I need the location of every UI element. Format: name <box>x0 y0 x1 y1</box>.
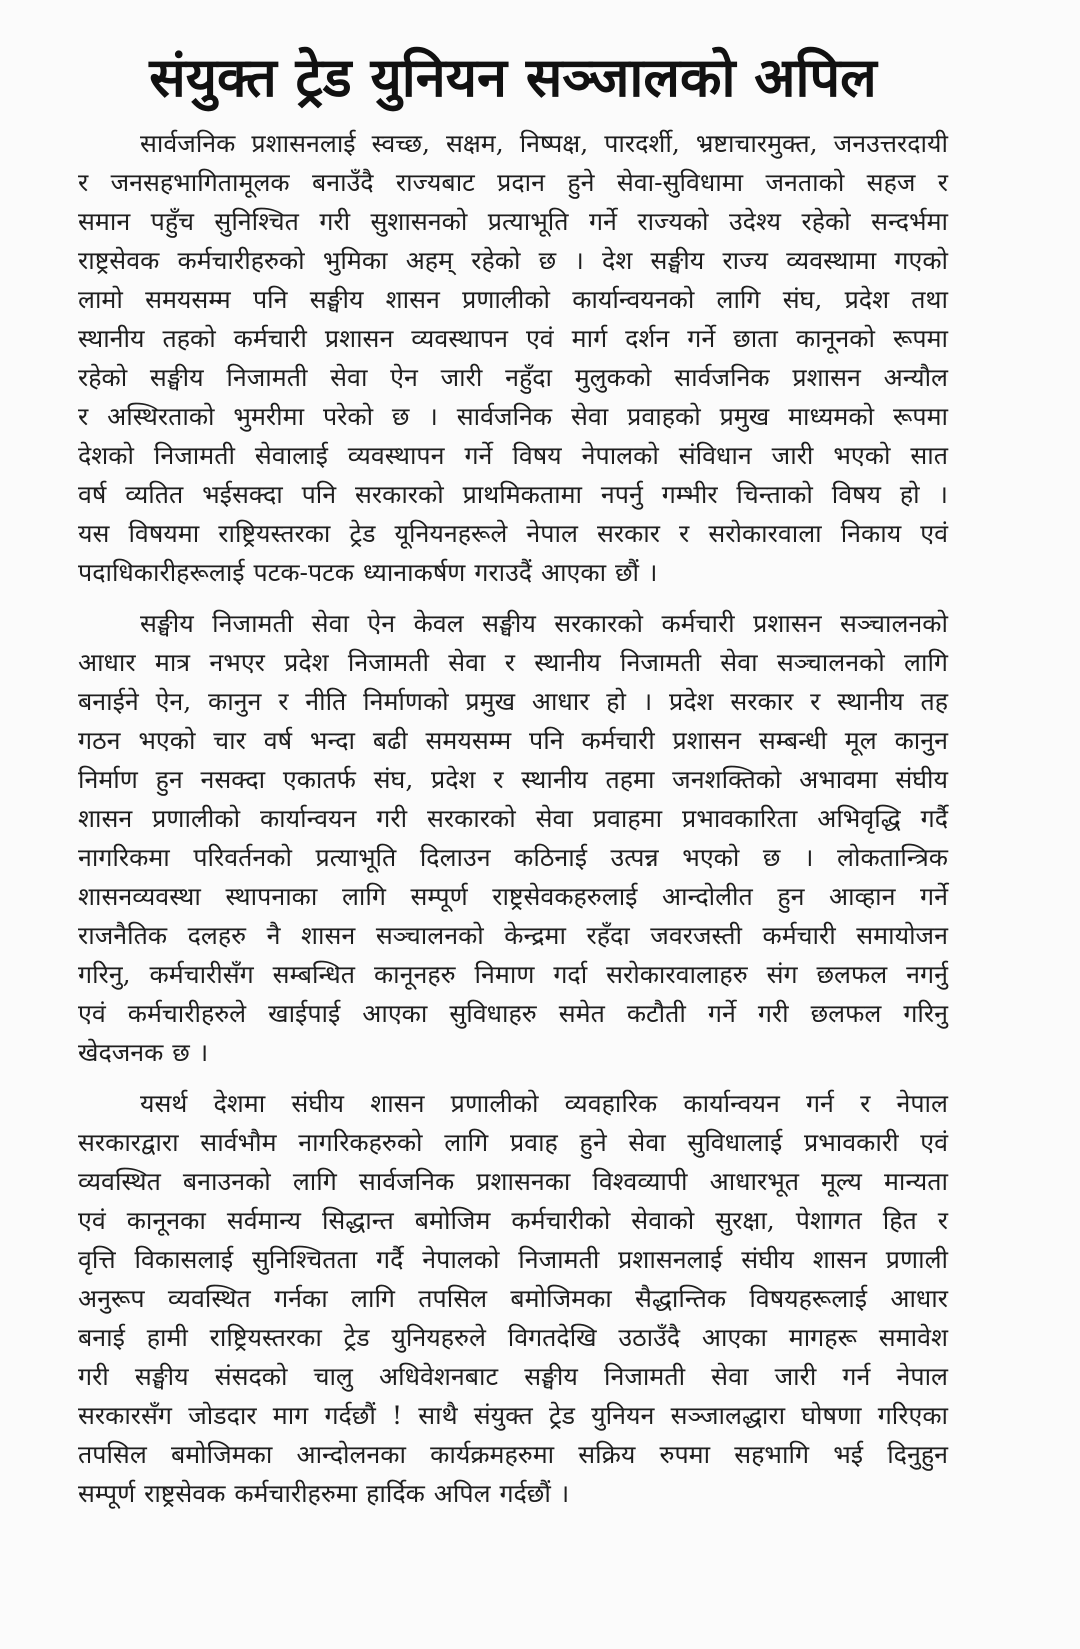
paragraph-line: एवं कर्मचारीहरुले खाईपाई आएका सुविधाहरु समेत कटौती गर्ने गरी छलफल गरिनु <box>78 999 948 1028</box>
paragraph-line: राजनैतिक दलहरु नै शासन सञ्चालनको केन्द्रमा रहँदा जवरजस्ती कर्मचारी समायोजन <box>78 921 948 950</box>
paragraph-line: समान पहुँच सुनिश्चित गरी सुशासनको प्रत्याभूति गर्ने राज्यको उदेश्य रहेको सन्दर्भमा <box>78 207 948 236</box>
paragraph-line: देशको निजामती सेवालाई व्यवस्थापन गर्ने विषय नेपालको संविधान जारी भएको सात <box>78 441 948 470</box>
document-title: संयुक्त ट्रेड युनियन सञ्जालको अपिल <box>149 46 877 109</box>
paragraph-line: एवं कानूनका सर्वमान्य सिद्धान्त बमोजिम कर्मचारीको सेवाको सुरक्षा, पेशागत हित र <box>78 1206 948 1235</box>
paragraph-line: नागरिकमा परिवर्तनको प्रत्याभूति दिलाउन कठिनाई उत्पन्न भएको छ । लोकतान्त्रिक <box>78 843 948 872</box>
paragraph-line: यसर्थ देशमा संघीय शासन प्रणालीको व्यवहारिक कार्यान्वयन गर्न र नेपाल <box>140 1089 948 1118</box>
paragraph-3 <box>78 1084 948 1513</box>
paragraph-line: निर्माण हुन नसक्दा एकातर्फ संघ, प्रदेश र स्थानीय तहमा जनशक्तिको अभावमा संघीय <box>78 765 948 794</box>
paragraph-line: तपसिल बमोजिमका आन्दोलनका कार्यक्रमहरुमा सक्रिय रुपमा सहभागि भई दिनुहुन <box>78 1440 948 1469</box>
paragraph-line: सरकारसँग जोडदार माग गर्दछौं ! साथै संयुक्त ट्रेड युनियन सञ्जालद्धारा घोषणा गरिएका <box>78 1401 948 1430</box>
paragraph-line: व्यवस्थित बनाउनको लागि सार्वजनिक प्रशासनका विश्वव्यापी आधारभूत मूल्य मान्यता <box>78 1167 948 1196</box>
paragraph-line: सार्वजनिक प्रशासनलाई स्वच्छ, सक्षम, निष्पक्ष, पारदर्शी, भ्रष्टाचारमुक्त, जनउत्तरदायी <box>140 129 948 158</box>
paragraph-line: बनाई हामी राष्ट्रियस्तरका ट्रेड युनियहरुले विगतदेखि उठाउँदै आएका मागहरू समावेश <box>78 1323 948 1352</box>
paragraph-line: लामो समयसम्म पनि सङ्घीय शासन प्रणालीको कार्यान्वयनको लागि संघ, प्रदेश तथा <box>78 285 948 314</box>
paragraph-line: गरी सङ्घीय संसदको चालु अधिवेशनबाट सङ्घीय निजामती सेवा जारी गर्न नेपाल <box>78 1362 948 1391</box>
paragraph-line: र अस्थिरताको भुमरीमा परेको छ । सार्वजनिक सेवा प्रवाहको प्रमुख माध्यमको रूपमा <box>78 402 948 431</box>
paragraph-line: अनुरूप व्यवस्थित गर्नका लागि तपसिल बमोजिमका सैद्धान्तिक विषयहरूलाई आधार <box>78 1284 948 1313</box>
paragraph-line: यस विषयमा राष्ट्रियस्तरका ट्रेड यूनियनहरूले नेपाल सरकार र सरोकारवाला निकाय एवं <box>78 519 948 548</box>
paragraph-line: शासन प्रणालीको कार्यान्वयन गरी सरकारको सेवा प्रवाहमा प्रभावकारिता अभिवृद्धि गर्दै <box>78 804 948 833</box>
paragraph-line: गठन भएको चार वर्ष भन्दा बढी समयसम्म पनि कर्मचारी प्रशासन सम्बन्धी मूल कानुन <box>78 726 948 755</box>
paragraph-line: रहेको सङ्घीय निजामती सेवा ऐन जारी नहुँदा मुलुकको सार्वजनिक प्रशासन अन्यौल <box>78 363 948 392</box>
paragraph-line: सङ्घीय निजामती सेवा ऐन केवल सङ्घीय सरकारको कर्मचारी प्रशासन सञ्चालनको <box>140 609 948 638</box>
paragraph-line: बनाईने ऐन, कानुन र नीति निर्माणको प्रमुख आधार हो । प्रदेश सरकार र स्थानीय तह <box>78 687 948 716</box>
paragraph-line: स्थानीय तहको कर्मचारी प्रशासन व्यवस्थापन एवं मार्ग दर्शन गर्ने छाता कानूनको रूपमा <box>78 324 948 353</box>
paragraph-line: सम्पूर्ण राष्ट्रसेवक कर्मचारीहरुमा हार्दिक अपिल गर्दछौं । <box>78 1479 570 1508</box>
paragraph-line: आधार मात्र नभएर प्रदेश निजामती सेवा र स्थानीय निजामती सेवा सञ्चालनको लागि <box>78 648 948 677</box>
paragraph-line: खेदजनक छ । <box>78 1038 209 1067</box>
paragraph-line: गरिनु, कर्मचारीसँग सम्बन्धित कानूनहरु निमाण गर्दा सरोकारवालाहरु संग छलफल नगर्नु <box>78 960 948 989</box>
paragraph-line: शासनव्यवस्था स्थापनाका लागि सम्पूर्ण राष्ट्रसेवकहरुलाई आन्दोलीत हुन आव्हान गर्ने <box>78 882 948 911</box>
paragraph-line: वृत्ति विकासलाई सुनिश्चितता गर्दै नेपालको निजामती प्रशासनलाई संघीय शासन प्रणाली <box>78 1245 948 1274</box>
paragraph-line: पदाधिकारीहरूलाई पटक-पटक ध्यानाकर्षण गराउदैं आएका छौं । <box>78 558 658 587</box>
paragraph-line: सरकारद्वारा सार्वभौम नागरिकहरुको लागि प्रवाह हुने सेवा सुविधालाई प्रभावकारी एवं <box>78 1128 948 1157</box>
paragraph-line: र जनसहभागितामूलक बनाउँदै राज्यबाट प्रदान हुने सेवा-सुविधामा जनताको सहज र <box>78 168 948 197</box>
paragraph-1 <box>78 124 948 592</box>
paragraph-2 <box>78 604 948 1072</box>
document-body <box>78 124 948 1513</box>
paragraph-line: राष्ट्रसेवक कर्मचारीहरुको भुमिका अहम् रहेको छ । देश सङ्घीय राज्य व्यवस्थामा गएको <box>78 246 948 275</box>
paragraph-line: वर्ष व्यतित भईसक्दा पनि सरकारको प्राथमिकतामा नपर्नु गम्भीर चिन्ताको विषय हो । <box>78 480 948 509</box>
